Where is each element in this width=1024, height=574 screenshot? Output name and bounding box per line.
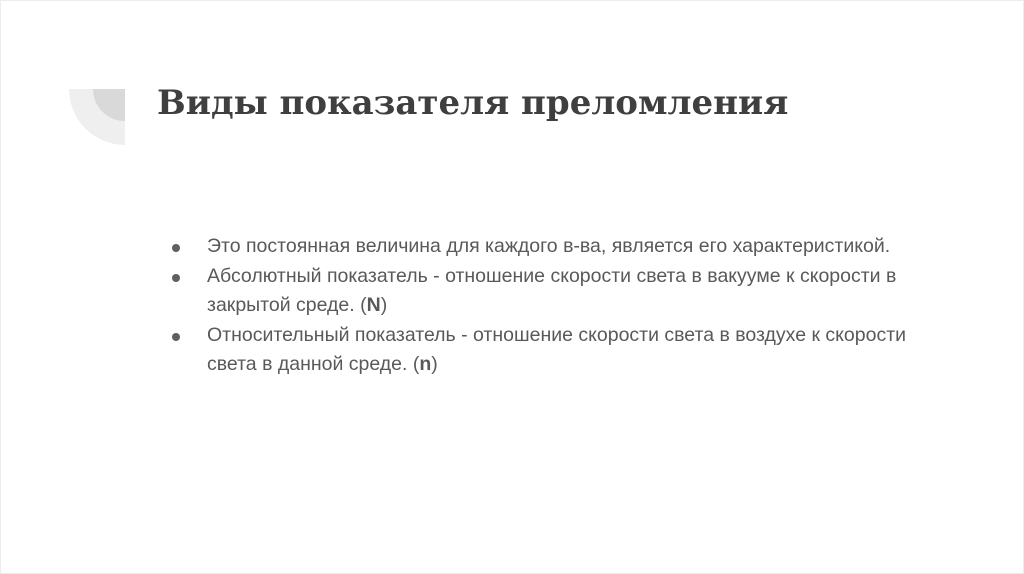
bullet-symbol: n (419, 353, 432, 375)
bullet-symbol: N (366, 294, 381, 316)
bullet-text: Это постоянная величина для каждого в-ва, является его характеристикой. (207, 235, 891, 257)
slide-title: Виды показателя преломления (157, 83, 789, 123)
bullet-text: Относительный показатель - отношение скорости света в воздухе к скорости света в данной среде. ( (207, 323, 907, 375)
bullet-dot-icon (172, 274, 180, 282)
bullet-item-constant (169, 232, 929, 262)
bullet-dot-icon (172, 333, 180, 341)
corner-decoration-icon (69, 89, 125, 145)
bullet-text: Абсолютный показатель - отношение скорости света в вакууме к скорости в закрытой среде. ( (207, 264, 897, 316)
bullet-dot-icon (172, 244, 180, 252)
bullet-text-end: ) (431, 353, 438, 375)
bullet-text-end: ) (380, 294, 388, 316)
bullet-item-relative (169, 321, 929, 380)
bullet-list (169, 232, 929, 380)
bullet-item-absolute (169, 262, 929, 321)
